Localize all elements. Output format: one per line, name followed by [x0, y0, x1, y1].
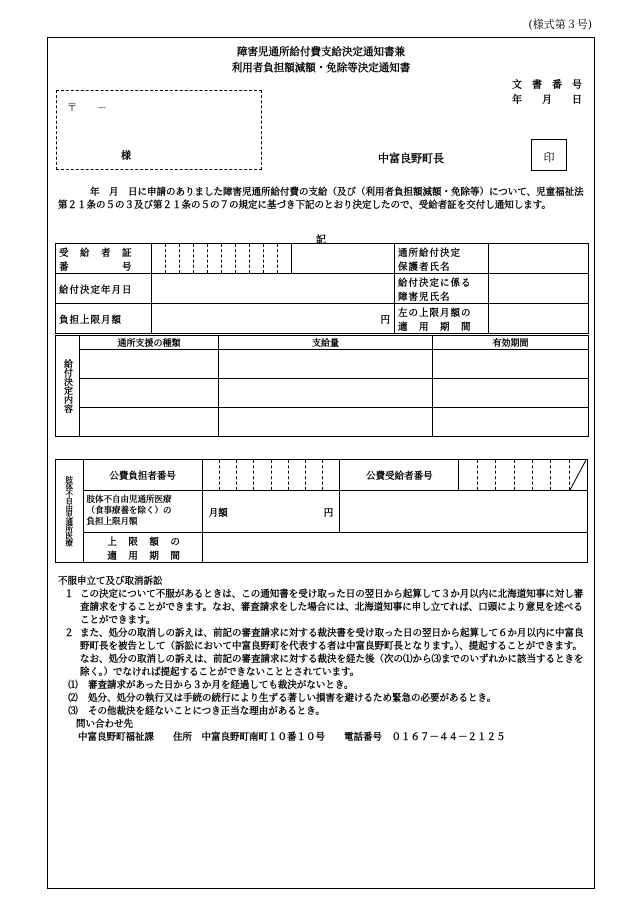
digit-cell[interactable]: [532, 460, 550, 491]
table-cell[interactable]: [80, 379, 219, 408]
medical-limit-extra[interactable]: [340, 491, 588, 533]
sub-number: ⑵: [68, 693, 78, 704]
diagonal-cell: [569, 460, 587, 491]
digit-cell[interactable]: [278, 244, 292, 274]
guardian-name-label-1: 通所給付決定: [398, 247, 462, 259]
digit-cell[interactable]: [219, 460, 236, 491]
header-valid-period: 有効期間: [433, 336, 589, 350]
child-name-field[interactable]: [489, 274, 589, 304]
medical-limit-label: [83, 491, 202, 533]
notice-text: 年 月 日に申請のありました障害児通所給付費の支給（及び（利用者負担額減額・免除等）について、児童福祉法第２１条の５の３及び第２１条の５の７の規定に基づき下記のとおり決定したので、受給者証を交付し通知します。: [58, 187, 584, 211]
digit-cell[interactable]: [180, 244, 194, 274]
item-text: また、処分の取消しの訴えは、前記の審査請求に対する裁決書を受け取った日の翌日から起算して６か月以内に中富良野町長を被告として（訴訟において中富良野町を代表する者は中富良野町長となります。）、提起することができます。なお、処分の取消しの訴えは、前記の審査請求に対する裁決を経た後（次の⑴から⑶までのいずれかに該当するときを除く。）でなければ提起することができないこととされています。: [80, 628, 584, 678]
digit-cell[interactable]: [202, 460, 219, 491]
digit-cell[interactable]: [477, 460, 495, 491]
table-cell[interactable]: [219, 350, 433, 379]
digit-cell[interactable]: [288, 460, 305, 491]
monthly-limit-field[interactable]: [152, 304, 395, 334]
spacer-cell: [292, 244, 395, 274]
digit-cell[interactable]: [236, 244, 250, 274]
diagonal-line-icon: [570, 460, 586, 490]
objection-sub-3: [58, 705, 588, 718]
yen-unit: 円: [380, 314, 390, 326]
objection-sub-2: [58, 692, 588, 705]
medical-table: [55, 459, 588, 563]
guardian-name-field[interactable]: [489, 244, 589, 274]
medical-limit-field[interactable]: [202, 491, 340, 533]
digit-cell[interactable]: [250, 244, 264, 274]
recipient-number-label-2: 番 号: [59, 261, 133, 273]
table-cell[interactable]: [433, 408, 589, 437]
recipient-number-label: [56, 244, 152, 274]
digit-cell[interactable]: [194, 244, 208, 274]
digit-cell[interactable]: [323, 460, 340, 491]
medical-period-label-2: 適 用 期 間: [107, 550, 181, 562]
medical-period-label-1: 上 限 額 の: [107, 536, 181, 548]
title-line2: 利用者負担額減額・免除等決定通知書: [231, 62, 411, 74]
limit-period-field[interactable]: [489, 304, 589, 334]
digit-cell[interactable]: [254, 460, 271, 491]
digit-cell[interactable]: [222, 244, 236, 274]
table-cell[interactable]: [80, 350, 219, 379]
yen-unit: 円: [323, 507, 334, 519]
ki-heading: 記: [316, 235, 326, 246]
limit-period-label: [395, 304, 489, 334]
doc-number-label: 文 書 番 号: [512, 80, 582, 91]
medical-period-label: [83, 533, 202, 563]
child-name-label-1: 給付決定に係る: [398, 277, 472, 289]
digit-cell[interactable]: [237, 460, 254, 491]
header-amount: 支給量: [219, 336, 433, 350]
decision-date-label: 給付決定年月日: [56, 274, 152, 304]
address-box: [56, 90, 262, 170]
table-cell[interactable]: [433, 379, 589, 408]
monthly-limit-label: 負担上限月額: [56, 304, 152, 334]
decision-date-field[interactable]: [152, 274, 395, 304]
medical-limit-label-2: （食事療養を除く）の: [86, 506, 172, 516]
public-payer-number-label: 公費負担者番号: [83, 460, 202, 491]
digit-cell[interactable]: [208, 244, 222, 274]
seal-box: 印: [531, 139, 567, 171]
header-service-type: 通所支援の種類: [80, 336, 219, 350]
sub-text: その他裁決を経ないことにつき正当な理由があるとき。: [88, 706, 325, 717]
objection-item-1: [58, 588, 588, 627]
sub-number: ⑶: [68, 706, 78, 717]
decision-table: [55, 243, 589, 334]
guardian-name-label: [395, 244, 489, 274]
item-number: ２: [64, 628, 74, 639]
addressee-honorific: 様: [121, 151, 131, 162]
recipient-number-label-1: 受 給 者 証: [59, 247, 133, 259]
objection-section: [58, 575, 588, 744]
sub-number: ⑴: [68, 680, 78, 691]
benefit-table: [55, 335, 589, 437]
child-name-label-2: 障害児氏名: [398, 291, 451, 303]
digit-cell[interactable]: [496, 460, 514, 491]
digit-cell[interactable]: [264, 244, 278, 274]
medical-limit-label-1: 肢体不自由児通所医療: [86, 495, 172, 505]
digit-cell[interactable]: [514, 460, 532, 491]
item-number: １: [64, 589, 74, 600]
postal-code: 〒 －: [67, 103, 107, 114]
objection-heading: 不服申立て及び取消訴訟: [58, 576, 163, 587]
sub-text: 処分、処分の執行又は手続の続行により生ずる著しい損害を避けるため緊急の必要があるとき。: [88, 693, 497, 704]
table-cell[interactable]: [433, 350, 589, 379]
table-cell[interactable]: [219, 379, 433, 408]
date-label: 年 月 日: [512, 95, 582, 106]
inquiry-contact: 中富良野町福祉課 住所 中富良野町南町１０番１０号 電話番号 ０１６７－４４－２１２５: [78, 732, 506, 743]
medical-side-label: 肢体不自由児通所医療: [56, 460, 84, 563]
child-name-label: [395, 274, 489, 304]
limit-period-label-2: 適 用 期 間: [398, 321, 472, 333]
sub-text: 審査請求があった日から３か月を経過しても裁決がないとき。: [88, 680, 354, 691]
medical-limit-label-3: 負担上限月額: [86, 517, 138, 527]
benefit-side-label: 給付決定内容: [56, 336, 80, 437]
digit-cell[interactable]: [551, 460, 569, 491]
table-cell[interactable]: [80, 408, 219, 437]
document-meta: [512, 78, 582, 108]
objection-sub-1: [58, 679, 588, 692]
table-cell[interactable]: [219, 408, 433, 437]
digit-cell[interactable]: [152, 244, 166, 274]
medical-period-field[interactable]: [202, 533, 587, 563]
limit-period-label-1: 左の上限月額の: [398, 307, 472, 319]
item-text: この決定について不服があるときは、この通知書を受け取った日の翌日から起算して３か月以内に北海道知事に対し審査請求をすることができます。なお、審査請求をした場合には、北海道知事に申し立てれば、口頭により意見を述べることができます。: [80, 589, 584, 626]
inquiry-heading: 問い合わせ先: [76, 719, 134, 730]
digit-cell[interactable]: [166, 244, 180, 274]
digit-cell[interactable]: [459, 460, 477, 491]
public-recipient-number-label: 公費受給者番号: [340, 460, 459, 491]
digit-cell[interactable]: [305, 460, 322, 491]
form-number: (様式第３号): [528, 18, 592, 31]
notice-frame: [47, 37, 595, 889]
digit-cell[interactable]: [271, 460, 288, 491]
issuer-name: 中富良野町長: [378, 152, 444, 165]
title-line1: 障害児通所給付費支給決定通知書兼: [237, 46, 405, 58]
objection-item-2: [58, 627, 588, 679]
guardian-name-label-2: 保護者氏名: [398, 261, 451, 273]
monthly-label: 月額: [208, 507, 228, 519]
